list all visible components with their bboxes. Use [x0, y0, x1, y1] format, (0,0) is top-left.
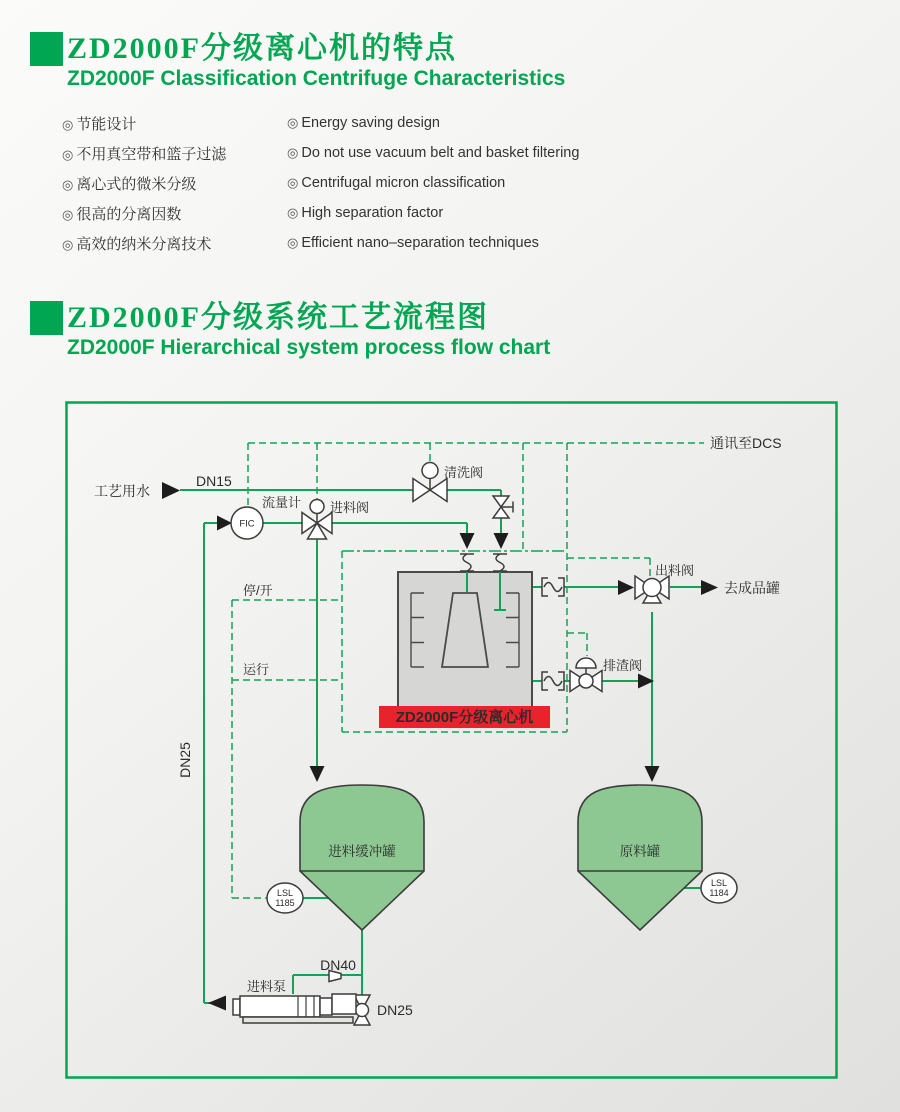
section1-title-zh: ZD2000F分级离心机的特点: [67, 32, 457, 65]
label-dcs: 通讯至DCS: [710, 435, 782, 451]
arrow-into-fic: [217, 516, 232, 531]
feature-en: Do not use vacuum belt and basket filtering: [301, 145, 580, 161]
label-slag-valve: 排渣阀: [603, 658, 643, 673]
wash-manual-valve: [493, 496, 513, 518]
label-dn40: DN40: [320, 957, 356, 973]
raw-tank-label: 原料罐: [619, 844, 661, 859]
arrow-process-water: [162, 482, 180, 499]
arrow-into-buffer-tank: [310, 766, 325, 782]
arrow-wash-down: [494, 533, 509, 549]
feature-zh: 很高的分离因数: [76, 205, 182, 223]
flex-connector-feed-right: [493, 554, 507, 571]
feature-zh: 离心式的微米分级: [76, 175, 197, 193]
lsl-1184-number: 1184: [709, 888, 729, 898]
ring-bullet-icon: ◎: [287, 115, 299, 130]
label-run: 运行: [243, 662, 270, 677]
ring-bullet-icon: ◎: [62, 236, 74, 252]
lsl-1185-number: 1185: [275, 898, 295, 908]
feature-zh: 节能设计: [76, 115, 137, 133]
lsl-1185-tag: LSL: [276, 888, 294, 898]
label-dn25-drain: DN25: [377, 1002, 413, 1018]
label-dn15: DN15: [196, 473, 232, 489]
feature-en: Energy saving design: [301, 115, 440, 131]
arrow-feed-down: [460, 533, 475, 549]
label-feed-pump: 进料泵: [247, 979, 287, 994]
ring-bullet-icon: ◎: [287, 145, 299, 160]
label-flow-meter: 流量计: [262, 495, 302, 510]
label-process-water: 工艺用水: [94, 483, 150, 499]
feature-zh: 不用真空带和篮子过滤: [76, 145, 227, 163]
buffer-tank-label: 进料缓冲罐: [328, 844, 396, 859]
slag-valve: [570, 658, 602, 692]
label-stop-open: 停/开: [243, 583, 273, 598]
process-lines: [180, 490, 701, 1003]
section2-title-en: ZD2000F Hierarchical system process flow chart: [67, 336, 551, 359]
arrow-into-raw-tank: [645, 766, 660, 782]
lsl-1184-tag: LSL: [710, 878, 728, 888]
ring-bullet-icon: ◎: [287, 205, 299, 220]
diagram-frame: [67, 403, 837, 1078]
feature-en: Centrifugal micron classification: [301, 175, 506, 191]
feature-zh: 高效的纳米分离技术: [76, 235, 212, 253]
cleaning-valve: [413, 463, 447, 502]
flex-connector-slag: [542, 672, 564, 690]
label-discharge-valve: 出料阀: [655, 563, 695, 578]
section1-title-en: ZD2000F Classification Centrifuge Characteristics: [67, 67, 566, 90]
label-to-product-tank: 去成品罐: [724, 580, 780, 596]
section2-title-zh: ZD2000F分级系统工艺流程图: [67, 301, 489, 334]
ring-bullet-icon: ◎: [287, 235, 299, 250]
arrow-pump-out: [208, 996, 226, 1011]
flex-connector-feed-left: [460, 554, 474, 571]
feed-pump: [233, 994, 356, 1023]
arrow-to-product-tank: [701, 580, 718, 595]
fic-label: FIC: [239, 518, 255, 530]
feature-en: High separation factor: [301, 205, 444, 221]
label-feed-valve: 进料阀: [330, 500, 370, 515]
ring-bullet-icon: ◎: [62, 116, 74, 132]
centrifuge-banner-label: ZD2000F分级离心机: [395, 709, 534, 726]
ring-bullet-icon: ◎: [62, 206, 74, 222]
feed-valve: [302, 500, 332, 540]
label-dn25-riser: DN25: [177, 742, 193, 778]
ring-bullet-icon: ◎: [287, 175, 299, 190]
discharge-valve: [635, 576, 669, 603]
ring-bullet-icon: ◎: [62, 146, 74, 162]
arrow-into-discharge-valve: [618, 580, 634, 595]
feature-en: Efficient nano–separation techniques: [301, 235, 539, 251]
flow-arrows: [162, 482, 718, 1011]
label-clean-valve: 清洗阀: [444, 465, 484, 480]
flex-connector-discharge: [542, 578, 564, 596]
ring-bullet-icon: ◎: [62, 176, 74, 192]
